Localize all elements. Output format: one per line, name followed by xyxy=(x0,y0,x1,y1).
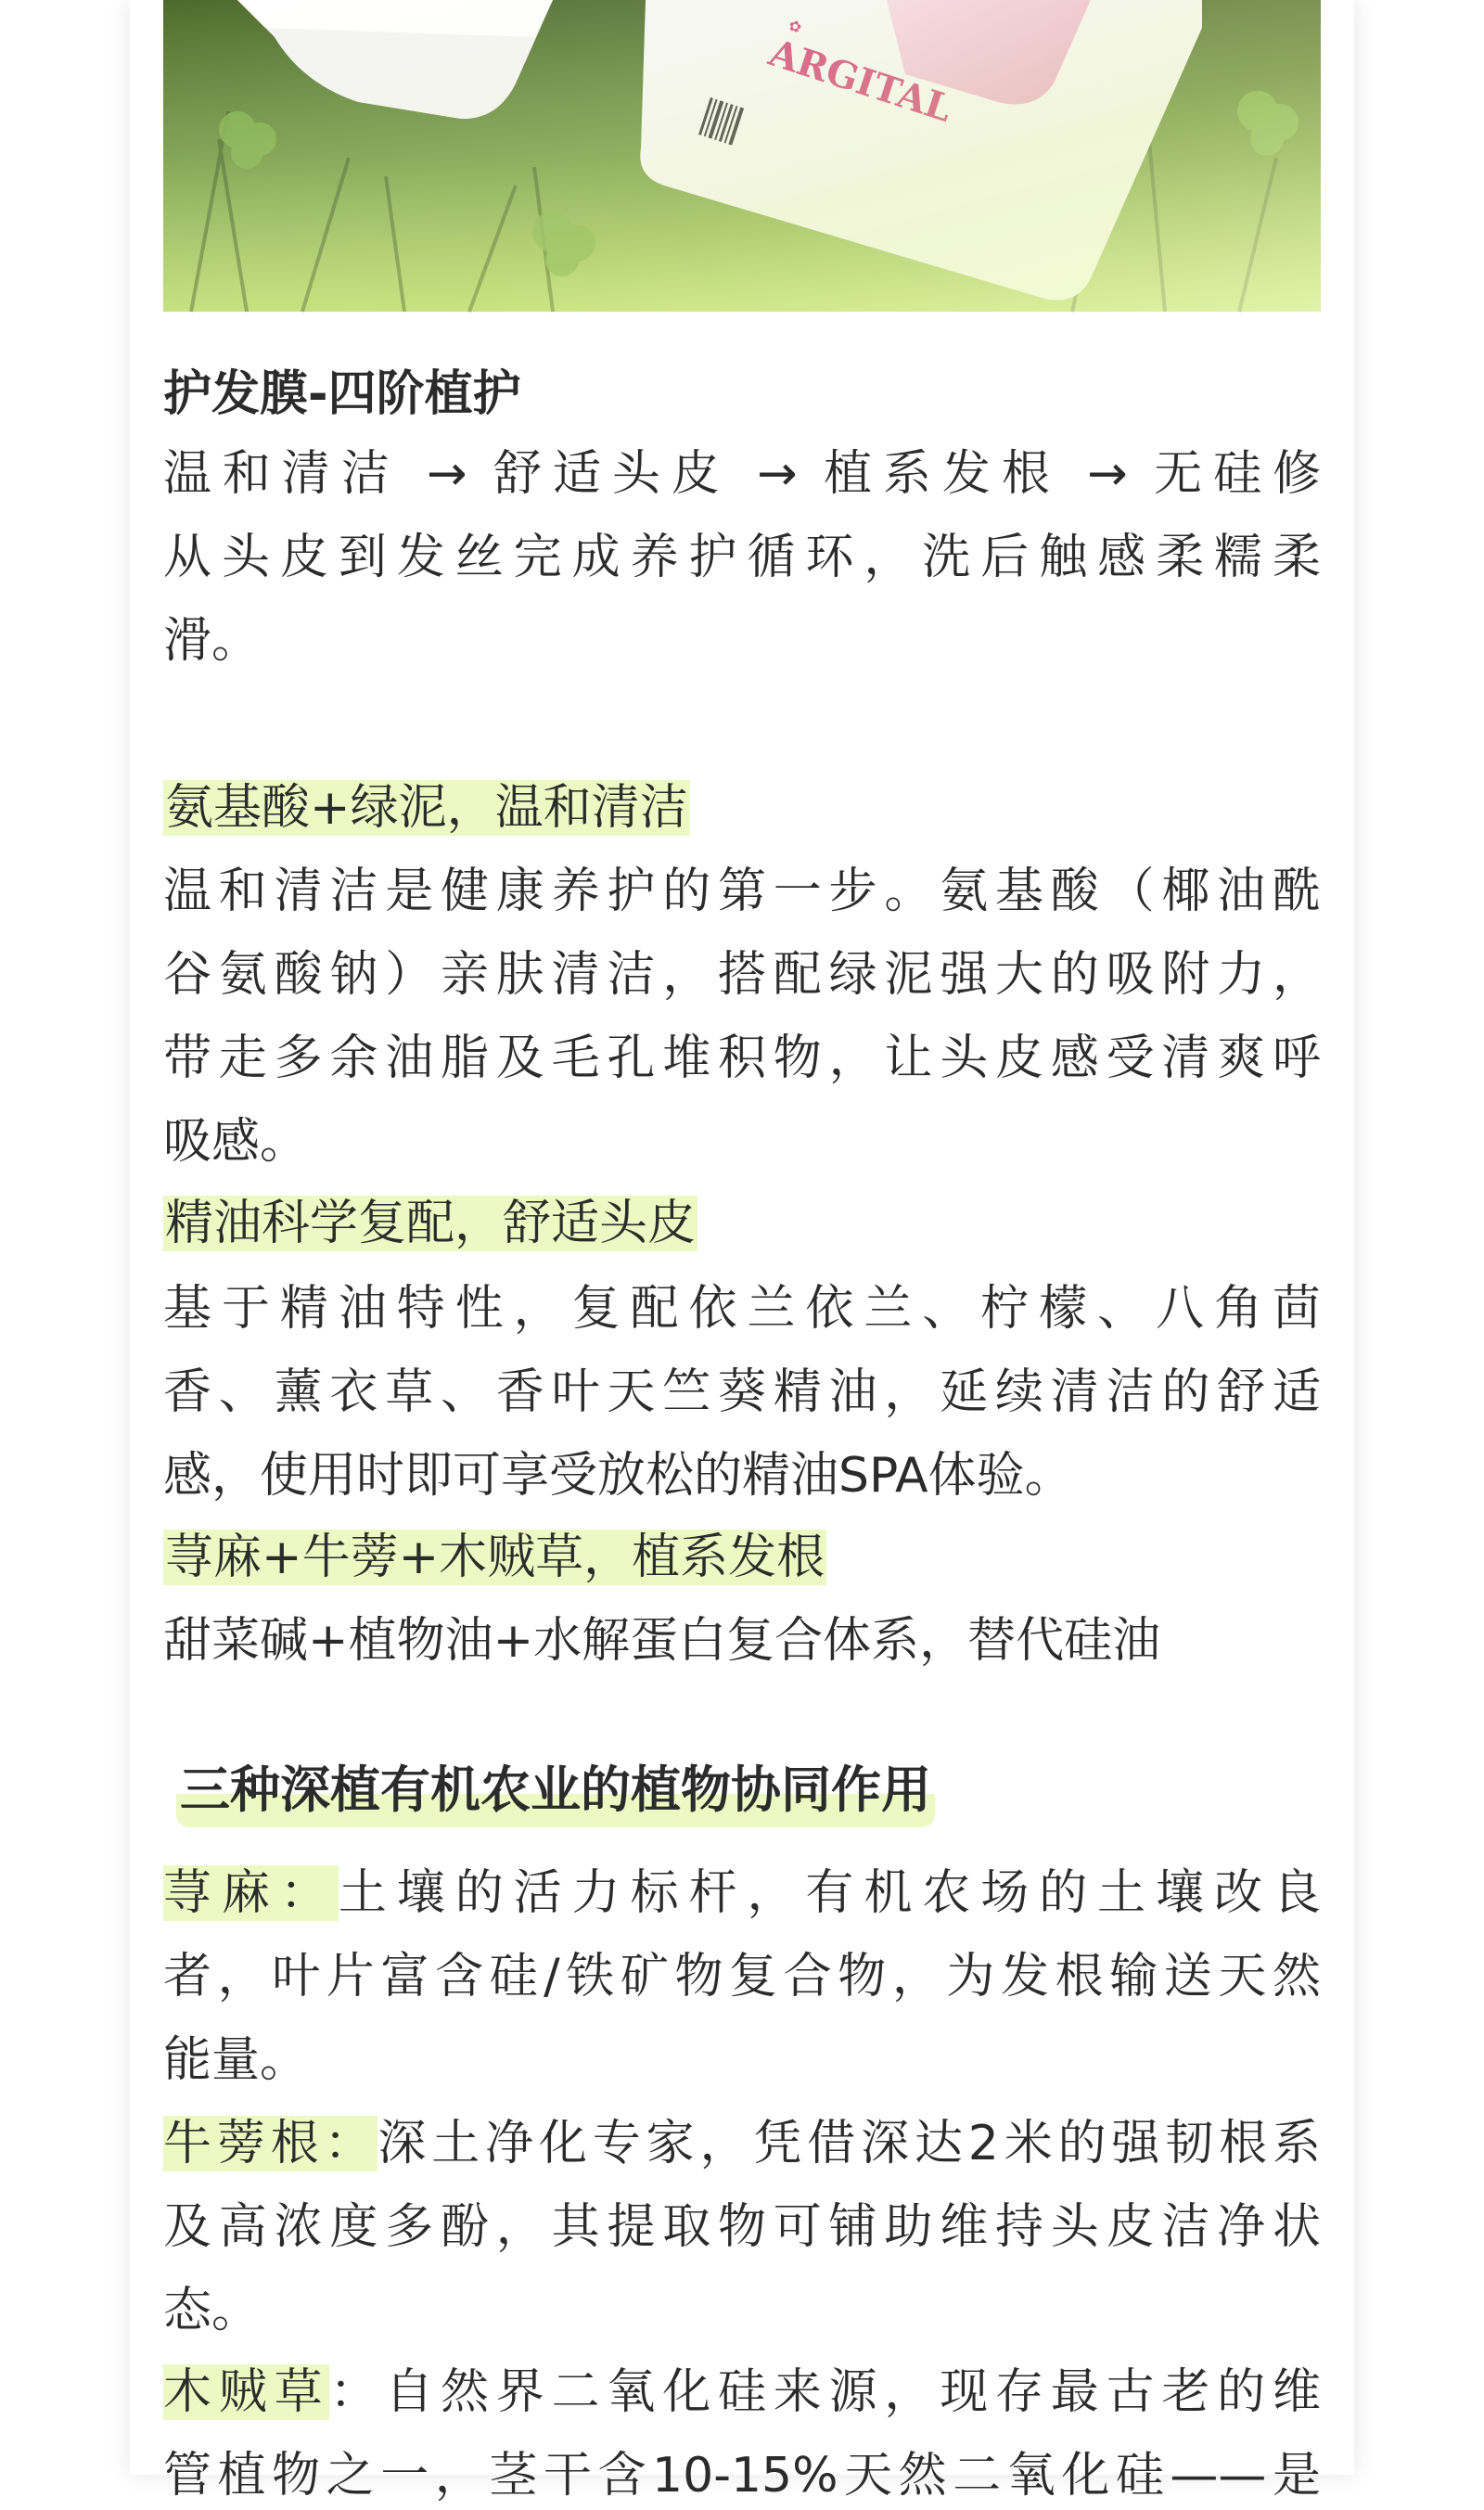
plant-1-line-2: 者，叶片富含硅/铁矿物复合物，为发根输送天然 xyxy=(163,1949,1321,2004)
section-3-line-1: 甜菜碱+植物油+水解蛋白复合体系，替代硅油 xyxy=(163,1613,1161,1669)
plant-1-line-1 xyxy=(163,1859,1321,1927)
intro-line-2: 滑。 xyxy=(163,613,261,669)
plant-1-label: 荨麻： xyxy=(163,1865,339,1921)
section-2-title: 精油科学复配，舒适头皮 xyxy=(165,1196,697,1251)
section-1-title-row xyxy=(163,774,1321,842)
section-2-line-1: 基于精油特性，复配依兰依兰、柠檬、八角茴 xyxy=(163,1281,1321,1337)
plant-2-line-3: 态。 xyxy=(163,2283,261,2338)
section-1-line-4: 吸感。 xyxy=(163,1114,309,1170)
section-2-title-row xyxy=(163,1189,1321,1258)
section-1-line-3: 带走多余油脂及毛孔堆积物，让头皮感受清爽呼 xyxy=(163,1031,1321,1086)
intro-line-1: 从头皮到发丝完成养护循环，洗后触感柔糯柔 xyxy=(163,530,1321,585)
plant-2-label: 牛蒡根： xyxy=(163,2116,378,2171)
plant-1-text: 土壤的活力标杆，有机农场的土壤改良 xyxy=(338,1865,1321,1921)
plant-2-text: 深土净化专家，凭借深达2米的强韧根系 xyxy=(377,2116,1321,2171)
section-1-line-2: 谷氨酸钠）亲肤清洁，搭配绿泥强大的吸附力， xyxy=(163,947,1321,1003)
section-2-line-3: 感，使用时即可享受放松的精油SPA体验。 xyxy=(163,1448,1073,1504)
plant-2-line-1 xyxy=(163,2109,1321,2178)
section-2-line-2: 香、薰衣草、香叶天竺葵精油，延续清洁的舒适 xyxy=(163,1364,1321,1420)
plant-3-text: ：自然界二氧化硅来源，现存最古老的维 xyxy=(329,2364,1321,2420)
section-3-title-row xyxy=(163,1523,1321,1592)
plant-1-line-3: 能量。 xyxy=(163,2032,309,2088)
product-photo xyxy=(163,0,1321,312)
product-photo-icon xyxy=(163,0,1321,312)
section-1-line-1: 温和清洁是健康养护的第一步。氨基酸（椰油酰 xyxy=(163,864,1321,919)
plants-section-title: 三种深植有机农业的植物协同作用 xyxy=(176,1753,935,1827)
section-1-title: 氨基酸+绿泥，温和清洁 xyxy=(165,780,688,836)
plant-2-line-2: 及高浓度多酚，其提取物可铺助维持头皮洁净状 xyxy=(163,2199,1321,2255)
plant-3-line-2: 管植物之一，茎干含10-15%天然二氧化硅——是 xyxy=(163,2448,1321,2504)
section-3-title: 荨麻+牛蒡+木贼草，植系发根 xyxy=(165,1530,825,1585)
plant-3-line-1 xyxy=(163,2358,1321,2427)
plant-3-label: 木贼草 xyxy=(163,2364,330,2420)
article-heading: 护发膜-四阶植护 xyxy=(163,366,521,422)
flow-line: 温和清洁 → 舒适头皮 → 植系发根 → 无硅修 xyxy=(163,446,1321,502)
